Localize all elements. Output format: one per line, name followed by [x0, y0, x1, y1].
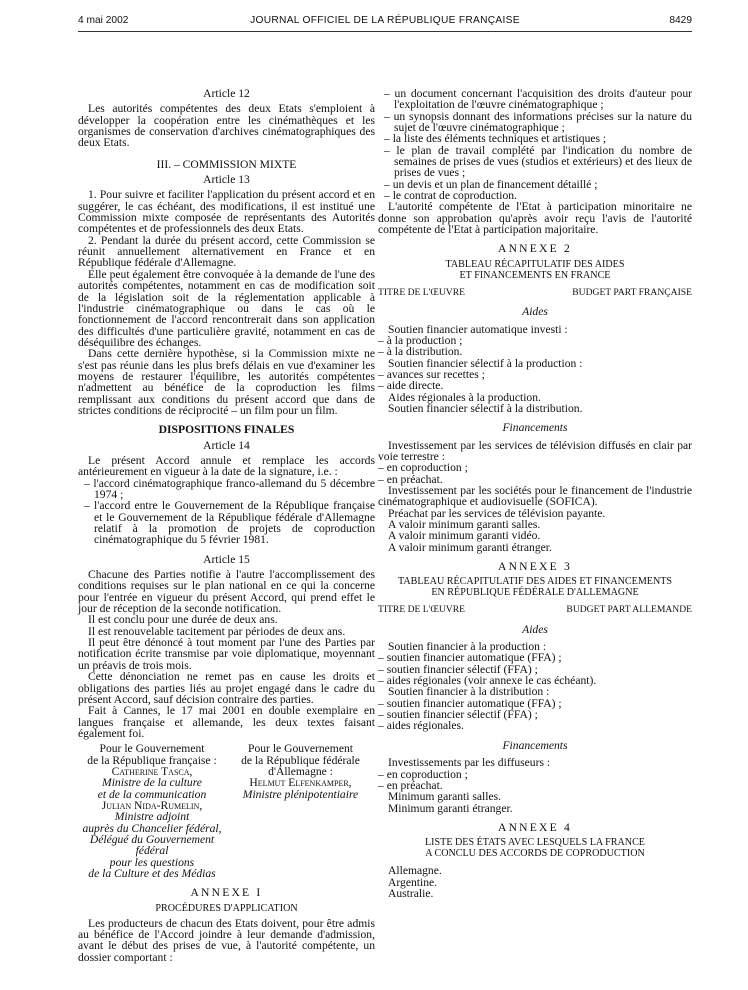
signatory-title: Ministre plénipotentiaire — [242, 787, 359, 801]
aid-line: Soutien financier sélectif à la production : — [388, 356, 583, 370]
signature-germany-second — [78, 800, 226, 879]
aid-line: – à la production ; — [378, 333, 463, 347]
annexe-2-aides-list — [378, 324, 692, 415]
signatory-title: Ministre adjoint — [114, 810, 190, 824]
financing-line: – en coproduction ; — [378, 461, 468, 475]
dispositions-finales-heading: DISPOSITIONS FINALES — [158, 423, 295, 437]
article-15-p1: Chacune des Parties notifie à l'autre l'accomplissement des conditions requises sur le plan national en ce qui la concerne pour l'entrée en vigueur du présent Accord, qui prend effet le jour de réception de la seconde notification. — [78, 568, 375, 616]
annexe-2-title: TABLEAU RÉCAPITULATIF DES AIDES — [445, 258, 625, 270]
financing-line: Minimum garanti salles. — [388, 790, 502, 804]
annexe-3-title: TABLEAU RÉCAPITULATIF DES AIDES ET FINANCEMENTS — [397, 576, 673, 588]
signatory-title: auprès du Chancelier fédéral, — [82, 821, 222, 835]
annexe-1-heading: ANNEXE I — [190, 886, 263, 900]
country-item: Allemagne. — [388, 864, 442, 878]
signatory-title: de la Culture et des Médias — [88, 867, 216, 880]
article-13-p4: Dans cette dernière hypothèse, si la Commission mixte ne s'est pas réunie dans les plus brefs délais en vue d'examiner les moyens de restaurer l'équilibre, les autorités compétentes n'admettent au bénéfice de la coproduction les films remplissant aux conditions du présent accord que dans de strictes conditions de réciprocité – un film pour un film. — [78, 347, 375, 417]
journal-title: JOURNAL OFFICIEL DE LA RÉPUBLIQUE FRANÇAISE — [250, 15, 520, 26]
signatory-title: Délégué du Gouvernement fédéral — [89, 832, 215, 858]
financements-heading: Financements — [502, 421, 568, 435]
approval-paragraph: L'autorité compétente de l'Etat à participation minoritaire ne donne son approbation qu'après avoir reçu l'avis de l'autorité compétente de l'Etat à participation majoritaire. — [378, 200, 692, 237]
article-15-p2: Il est conclu pour une durée de deux ans. — [88, 613, 278, 627]
country-item: Australie. — [388, 886, 434, 900]
signature-line: Pour le Gouvernement — [248, 742, 353, 756]
article-13-p3: Elle peut également être convoquée à la demande de l'une des autorités compétentes, notamment en cas de modification soit de la législation soit de la réglementation applicable à l'industrie cinématographique ou dans le cas où le fonctionnement de l'accord rencontrerait dans son application des difficultés d'une particulière gravité, notamment en cas de déséquilibre des échanges. — [78, 267, 375, 349]
right-column — [378, 88, 692, 899]
article-15-p4: Il peut être dénoncé à tout moment par l'une des Parties par notification écrite transmise par voie diplomatique, moyennant un préavis de trois mois. — [78, 636, 375, 672]
article-15-p6: Fait à Cannes, le 17 mai 2001 en double exemplaire en langues française et allemande, les deux textes faisant également foi. — [78, 704, 375, 740]
dossier-item: – la liste des éléments techniques et artistiques ; — [384, 132, 607, 146]
annexe-1-subtitle: PROCÉDURES D'APPLICATION — [155, 902, 298, 914]
dossier-item: – un document concernant l'acquisition des droits d'auteur pour l'exploitation de l'œuvre cinématographique ; — [384, 87, 692, 112]
article-15-p5: Cette dénonciation ne remet pas en cause les droits et obligations des parties liés au projet engagé dans le cadre du présent Accord, sauf décision contraire des parties. — [78, 670, 375, 706]
aid-line: Aides régionales à la production. — [388, 390, 541, 404]
financing-line: A valoir minimum garanti étranger. — [388, 540, 552, 554]
annexe-1-text: Les producteurs de chacun des Etats doivent, pour être admis au bénéfice de l'Accord joindre à leur demande d'admission, avant le début des prises de vue, à l'autorité compétente, un dossier comportant : — [78, 916, 375, 964]
column-budget: BUDGET PART ALLEMANDE — [566, 604, 692, 616]
annexe-4-heading: ANNEXE 4 — [498, 820, 572, 834]
article-13-p1: 1. Pour suivre et faciliter l'application du présent accord et en suggérer, le cas échéant, des modifications, il est institué une Commission mixte composée de représentants des Autorités compétentes et de professionnels des deux Etats. — [78, 188, 375, 236]
financing-line: A valoir minimum garanti salles. — [388, 518, 541, 531]
section-commission-mixte: III. – COMMISSION MIXTE — [156, 157, 297, 171]
aid-line: Soutien financier automatique investi : — [388, 322, 568, 336]
page-number: 8429 — [669, 15, 692, 26]
aides-heading: Aides — [522, 622, 548, 636]
financing-line: – en coproduction ; — [378, 767, 468, 781]
financing-line: Minimum garanti étranger. — [388, 801, 513, 815]
column-budget: BUDGET PART FRANÇAISE — [572, 286, 692, 298]
financing-line: – en préachat. — [378, 472, 443, 486]
aid-line: Soutien financier à la production : — [388, 640, 547, 654]
annexe-3-heading: ANNEXE 3 — [498, 560, 572, 574]
article-12-text: Les autorités compétentes des deux Etats s'emploient à développer la coopération entre les cinémathèques et les organismes de conservation d'archives cinématographiques des deux Etats. — [78, 102, 375, 150]
signature-line: d'Allemagne : — [268, 764, 333, 778]
aid-line: – aides régionales. — [378, 719, 464, 733]
financing-line: Investissement par les sociétés pour le financement de l'industrie cinématographique et audiovisuelle (SOFICA). — [378, 483, 692, 509]
aid-line: – avances sur recettes ; — [378, 367, 485, 381]
annexe-4-title: LISTE DES ÉTATS AVEC LESQUELS LA FRANCE — [425, 837, 645, 849]
financing-line: A valoir minimum garanti vidéo. — [388, 529, 541, 543]
annexe-2-columns — [378, 287, 692, 298]
aid-line: – soutien financier sélectif (FFA) ; — [378, 662, 538, 676]
country-item: Argentine. — [388, 875, 438, 889]
column-title-work: TITRE DE L'ŒUVRE — [378, 286, 465, 298]
aid-line: Soutien financier à la distribution : — [388, 685, 550, 699]
left-column — [78, 88, 375, 963]
country-list — [378, 865, 692, 899]
article-15-title: Article 15 — [203, 552, 250, 566]
aid-line: – soutien financier sélectif (FFA) ; — [378, 708, 538, 722]
dossier-item: – le contrat de coproduction. — [384, 189, 517, 203]
financing-line: Investissement par les services de télévision diffusés en clair par voie terrestre : — [378, 438, 692, 463]
signatory-title: Ministre de la culture — [102, 776, 202, 790]
signature-france — [78, 743, 226, 800]
dossier-item: – un devis et un plan de financement détaillé ; — [384, 177, 598, 191]
header-rule — [78, 31, 692, 32]
signature-line: de la République fédérale — [241, 753, 360, 767]
financing-line: Investissements par les diffuseurs : — [388, 756, 551, 770]
annexe-3-columns — [378, 604, 692, 615]
financements-heading: Financements — [502, 738, 568, 752]
signatures — [78, 743, 375, 800]
column-title-work: TITRE DE L'ŒUVRE — [378, 604, 465, 616]
annexe-4-title: A CONCLU DES ACCORDS DE COPRODUCTION — [425, 848, 645, 860]
aid-line: – aides régionales (voir annexe le cas échéant). — [378, 674, 597, 688]
article-14-title: Article 14 — [203, 438, 250, 452]
dossier-item: – un synopsis donnant des informations précises sur la nature du sujet de l'œuvre cinématographique ; — [384, 109, 692, 135]
signatory-name: Helmut Elfenkamper, — [249, 776, 352, 790]
signature-line: de la République française : — [87, 753, 217, 767]
annexe-3-title: EN RÉPUBLIQUE FÉDÉRALE D'ALLEMAGNE — [431, 587, 639, 599]
annexe-3-aides-list — [378, 641, 692, 732]
signatory-name: Catherine Tasca, — [111, 764, 193, 778]
article-15-p3: Il est renouvelable tacitement par périodes de deux ans. — [88, 624, 346, 638]
financing-line: Préachat par les services de télévision payante. — [388, 506, 606, 520]
running-header — [78, 11, 692, 31]
article-14-item: – l'accord entre le Gouvernement de la République française et le Gouvernement de la République fédérale d'Allemagne relatif à la promotion de projets de coproduction cinématographique du 5 février 1981. — [84, 499, 375, 547]
signatory-title: pour les questions — [109, 855, 195, 869]
signature-line: Pour le Gouvernement — [99, 742, 205, 756]
signatory-name: Julian Nida-Rumelin, — [101, 798, 203, 812]
aides-heading: Aides — [522, 305, 548, 319]
annexe-3-financing-list — [378, 757, 692, 814]
financing-line: – en préachat. — [378, 778, 443, 792]
aid-line: Soutien financier sélectif à la distribution. — [388, 401, 583, 415]
article-14-item: – l'accord cinématographique franco-allemand du 5 décembre 1974 ; — [84, 476, 375, 501]
article-13-title: Article 13 — [203, 173, 250, 187]
aid-line: – aide directe. — [378, 379, 444, 393]
aid-line: – soutien financier automatique (FFA) ; — [378, 696, 562, 710]
article-13-p2: 2. Pendant la durée du présent accord, cette Commission se réunit annuellement alternativement en France et en République fédérale d'Allemagne. — [78, 233, 375, 270]
dossier-item: – le plan de travail complété par l'indication du nombre de semaines de prises de vues (studios et extérieurs) et des lieux de prises de vues ; — [384, 143, 692, 180]
annexe-2-heading: ANNEXE 2 — [498, 242, 572, 256]
aid-line: – à la distribution. — [378, 345, 463, 359]
signature-germany — [226, 743, 375, 800]
aid-line: – soutien financier automatique (FFA) ; — [378, 651, 562, 665]
signatory-title: et de la communication — [97, 787, 207, 801]
issue-date: 4 mai 2002 — [78, 15, 129, 26]
article-12-title: Article 12 — [203, 87, 250, 100]
article-14-intro: Le présent Accord annule et remplace les accords antérieurement en vigueur à la date de la signature, i.e. : — [78, 453, 375, 479]
annexe-2-title: ET FINANCEMENTS EN FRANCE — [459, 269, 611, 281]
